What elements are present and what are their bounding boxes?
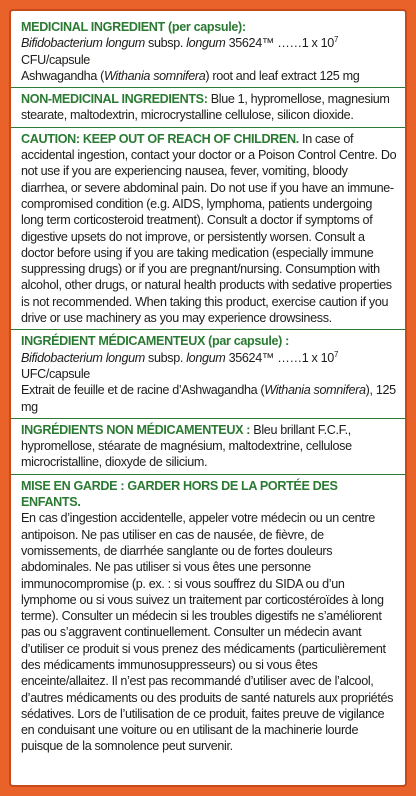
fr-caution-heading: MISE EN GARDE : GARDER HORS DE LA PORTÉE DES ENFANTS. <box>21 478 338 510</box>
fr-strain-line: Bifidobacterium longum subsp. longum 35624™ ……1 x $10^7$ <box>21 349 339 365</box>
en-cfu-unit: CFU/capsule <box>21 52 90 67</box>
en-nonmedicinal-heading: NON-MEDICINAL INGREDIENTS: <box>21 92 208 107</box>
en-ashwagandha-line: Ashwagandha (Withania somnifera) root and leaf extract 125 mg <box>21 68 360 83</box>
fr-nonmedicinal-section <box>21 422 397 471</box>
fr-caution-text: En cas d’ingestion accidentelle, appeler votre médecin ou un centre antipoison. Ne pas utiliser en cas de nausée, de fièvre, de vomissements, de diarrhée sanglante ou de fortes douleurs abdominales. Ne pas utiliser si vous êtes une personne immunocompromise (p. ex. : si vous souffrez du SIDA ou d’un lymphome ou si vous suivez un traitement par corticostéroïdes à long terme). Consulter un médecin si les troubles digestifs ne s’améliorent pas ou s’aggravent continuellement. Consulter un médecin avant d’utiliser ce produit si vous prenez des médicaments (particulièrement des médicaments immunosuppresseurs) ou si vous êtes enceinte/allaitez. Il n’est pas recommandé d’utiliser avec de l’alcool, d’autres médicaments ou des produits de santé naturels aux propriétés sédatives. Lors de l’utilisation de ce produit, faites preuve de vigilance en conduisant une voiture ou en utilisant de la machinerie lourde puisque de la somnolence peut survenir. <box>21 511 394 754</box>
fr-cfu-unit: UFC/capsule <box>21 366 90 381</box>
divider <box>11 329 405 330</box>
divider <box>11 127 405 128</box>
en-caution-section <box>21 131 397 327</box>
en-medicinal-heading: MEDICINAL INGREDIENT (per capsule): <box>21 20 246 34</box>
divider <box>11 87 405 88</box>
fr-nonmedicinal-heading: INGRÉDIENTS NON MÉDICAMENTEUX : <box>21 422 251 437</box>
divider <box>11 418 405 419</box>
fr-medicinal-section <box>21 333 397 414</box>
fr-nonmedicinal-text: Bleu brillant F.C.F., hypromellose, stéarate de magnésium, maltodextrine, cellulose microcristalline, dioxyde de silicium. <box>21 422 352 470</box>
en-caution-heading: CAUTION: KEEP OUT OF REACH OF CHILDREN. <box>21 131 299 146</box>
fr-ashwagandha-line: Extrait de feuille et de racine d’Ashwagandha (Withania somnifera), 125 mg <box>21 383 396 414</box>
label-panel <box>9 9 407 787</box>
fr-medicinal-heading: INGRÉDIENT MÉDICAMENTEUX (par capsule) : <box>21 334 289 349</box>
en-nonmedicinal-text: Blue 1, hypromellose, magnesium stearate, maltodextrin, microcrystalline cellulose, silicon dioxide. <box>21 92 390 123</box>
en-caution-text: In case of accidental ingestion, contact your doctor or a Poison Control Centre. Do not use if you are experiencing nausea, fever, vomiting, bloody diarrhea, or severe abdominal pain. Do not use if you have an immune-compromised condition (e.g. AIDS, lymphoma, patients undergoing long term corticosteroid treatment). Consult a doctor if symptoms of digestive upsets do not improve, or persistently worsen. Consult a doctor before using if you are taking medication (especially immune suppressing drugs) or if you are pregnant/nursing. Consumption with alcohol, other drugs, or natural health products with sedative properties is not recommended. When taking this product, exercise caution if you drive or use machinery as you may experience drowsiness. <box>21 131 397 326</box>
fr-caution-section <box>21 478 397 755</box>
en-medicinal-section <box>21 19 397 84</box>
en-strain-line: Bifidobacterium longum subsp. longum 35624™ ……1 x $10^7$ <box>21 35 339 51</box>
en-nonmedicinal-section <box>21 91 397 124</box>
divider <box>11 474 405 475</box>
